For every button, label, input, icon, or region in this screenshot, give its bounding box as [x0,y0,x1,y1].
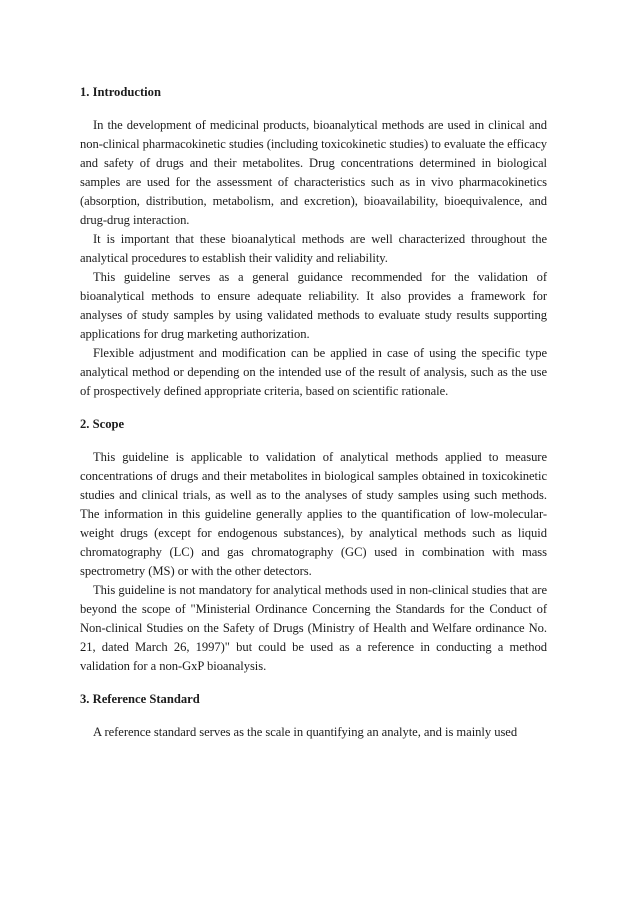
section-heading: 3. Reference Standard [80,692,200,706]
paragraph: A reference standard serves as the scale in quantifying an analyte, and is mainly used [93,725,518,739]
paragraph: This guideline is applicable to validation of analytical methods applied to measure concentrations of drugs and their metabolites in biological samples obtained in toxicokinetic studies and clinical trials, as well as to the analyses of study samples using such methods. The information in this guideline generally applies to the quantification of low-molecular-weight drugs (except for endogenous substances), by analytical methods such as liquid chromatography (LC) and gas chromatography (GC) used in combination with mass spectrometry (MS) or with the other detectors. [80,450,547,578]
section-heading: 1. Introduction [80,85,161,99]
paragraph: Flexible adjustment and modification can be applied in case of using the specific type analytical method or depending on the intended use of the result of analysis, such as the use of prospectively defined appropriate criteria, based on scientific rationale. [80,346,547,398]
section-heading: 2. Scope [80,417,125,431]
section-reference-standard [80,689,547,742]
document-page [80,82,547,742]
section-scope [80,414,547,676]
paragraph: In the development of medicinal products, bioanalytical methods are used in clinical and non-clinical pharmacokinetic studies (including toxicokinetic studies) to evaluate the efficacy and safety of drugs and their metabolites. Drug concentrations determined in biological samples are used for the assessment of characteristics such as in vivo pharmacokinetics (absorption, distribution, metabolism, and excretion), bioavailability, bioequivalence, and drug-drug interaction. [80,118,547,227]
paragraph: This guideline is not mandatory for analytical methods used in non-clinical studies that are beyond the scope of "Ministerial Ordinance Concerning the Standards for the Conduct of Non-clinical Studies on the Safety of Drugs (Ministry of Health and Welfare ordinance No. 21, dated March 26, 1997)" but could be used as a reference in conducting a method validation for a non-GxP bioanalysis. [80,583,547,673]
paragraph: It is important that these bioanalytical methods are well characterized throughout the analytical procedures to establish their validity and reliability. [80,232,547,265]
section-introduction [80,82,547,401]
paragraph: This guideline serves as a general guidance recommended for the validation of bioanalytical methods to ensure adequate reliability. It also provides a framework for analyses of study samples by using validated methods to evaluate study results supporting applications for drug marketing authorization. [80,270,547,341]
